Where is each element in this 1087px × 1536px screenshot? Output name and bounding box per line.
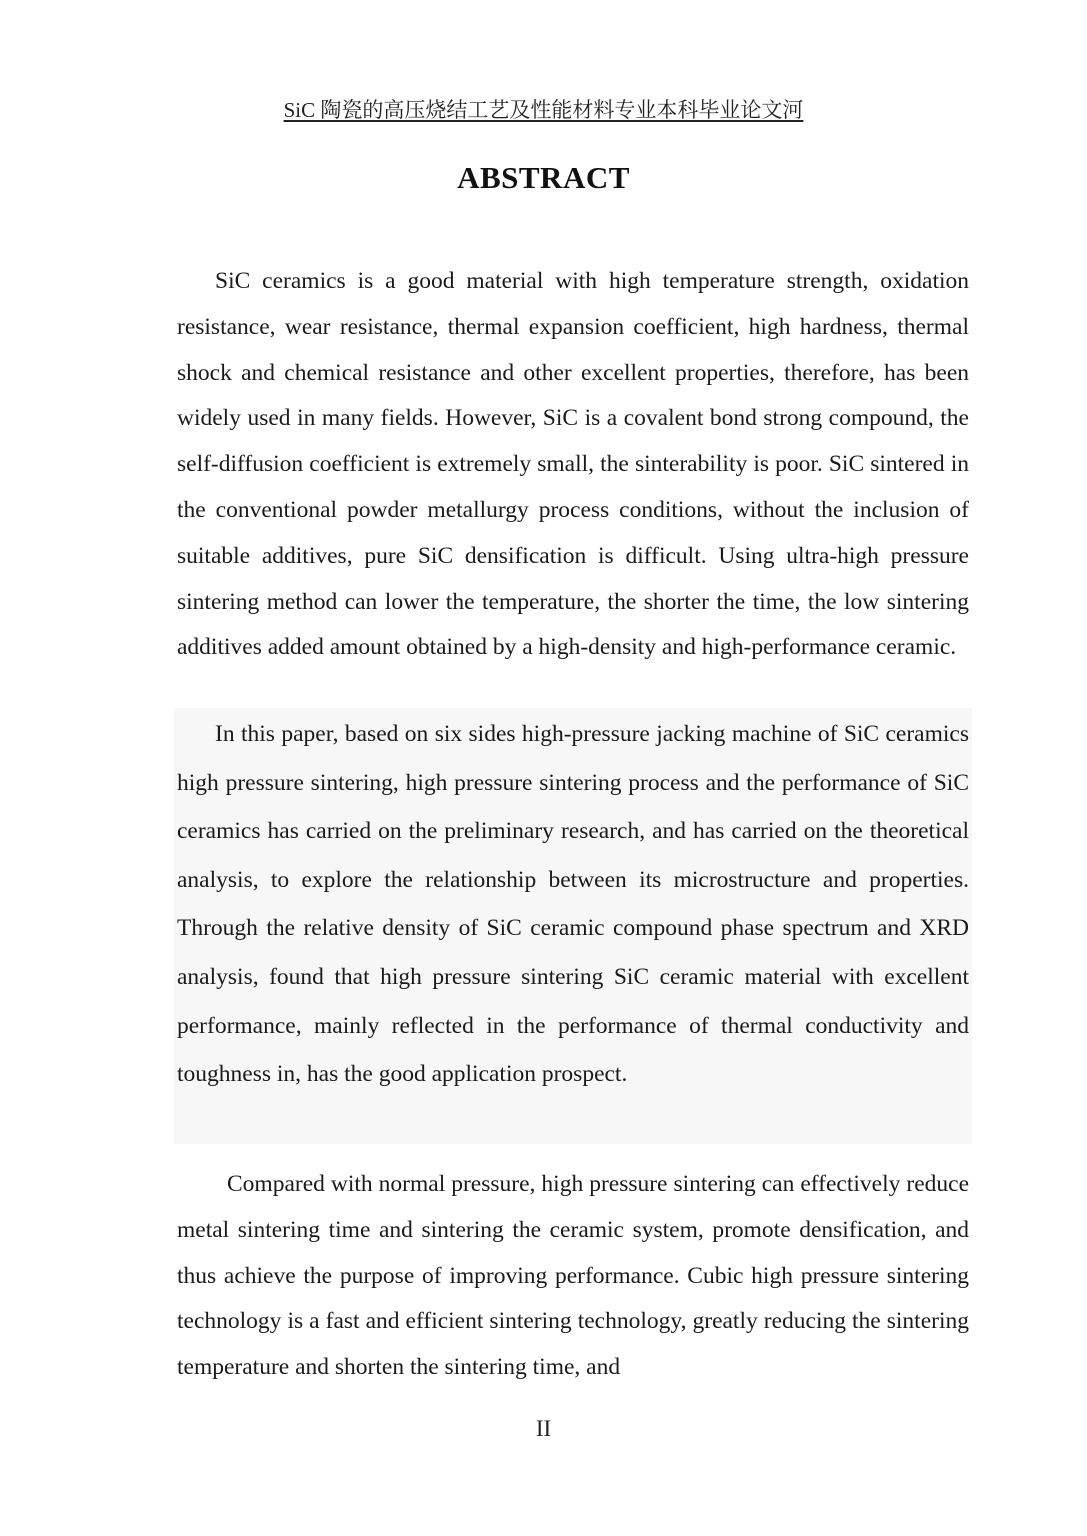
running-header-text: SiC 陶瓷的高压烧结工艺及性能材料专业本科毕业论文河	[283, 98, 804, 122]
page-title: ABSTRACT	[457, 160, 630, 195]
page-number: II	[535, 1416, 552, 1441]
abstract-paragraph-3: Compared with normal pressure, high pressure sintering can effectively reduce metal sintering time and sintering the ceramic system, promote densification, and thus achieve the purpose of improving performance. Cubic high pressure sintering technology is a fast and efficient sintering technology, greatly reducing the sintering temperature and shorten the sintering time, and	[177, 1171, 969, 1381]
running-header	[0, 96, 1087, 124]
abstract-paragraph-1: SiC ceramics is a good material with high temperature strength, oxidation resistance, wear resistance, thermal expansion coefficient, high hardness, thermal shock and chemical resistance and other excellent properties, therefore, has been widely used in many fields. However, SiC is a covalent bond strong compound, the self-diffusion coefficient is extremely small, the sinterability is poor. SiC sintered in the conventional powder metallurgy process conditions, without the inclusion of suitable additives, pure SiC densification is difficult. Using ultra-high pressure sintering method can lower the temperature, the shorter the time, the low sintering additives added amount obtained by a high-density and high-performance ceramic.	[177, 268, 969, 661]
abstract-paragraph-2: In this paper, based on six sides high-pressure jacking machine of SiC ceramics high pressure sintering, high pressure sintering process and the performance of SiC ceramics has carried on the preliminary research, and has carried on the theoretical analysis, to explore the relationship between its microstructure and properties. Through the relative density of SiC ceramic compound phase spectrum and XRD analysis, found that high pressure sintering SiC ceramic material with excellent performance, mainly reflected in the performance of thermal conductivity and toughness in, has the good application prospect.	[177, 721, 969, 1088]
